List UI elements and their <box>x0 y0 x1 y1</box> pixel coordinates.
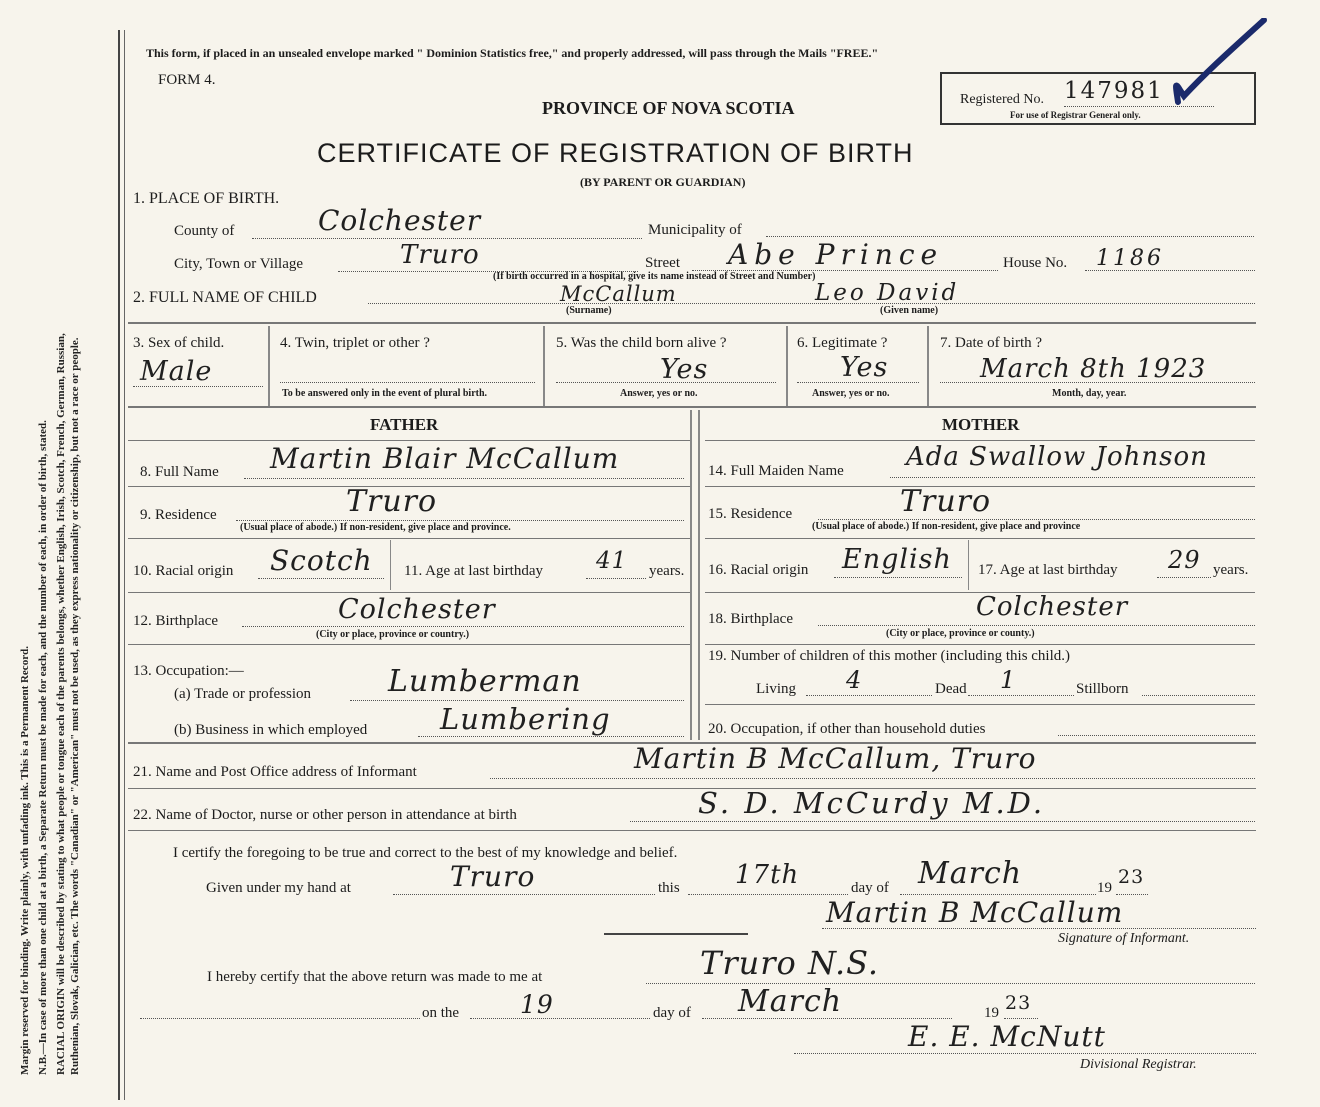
twin-line <box>280 382 535 383</box>
father-residence-label: 9. Residence <box>140 507 217 523</box>
mother-birthplace-line <box>818 625 1255 626</box>
mail-notice: This form, if placed in an unsealed envelope marked " Dominion Statistics free," and properly addressed, will pass through the Mails "FREE." <box>146 46 879 60</box>
mother-heading-line <box>705 440 1255 441</box>
mother-racial-line <box>834 577 962 578</box>
father-birthplace-label: 12. Birthplace <box>133 613 218 629</box>
year-value: 23 <box>1118 866 1145 888</box>
mother-row-2 <box>705 538 1255 539</box>
twin-label: 4. Twin, triplet or other ? <box>280 335 430 351</box>
mother-dead-value: 1 <box>1000 666 1017 694</box>
father-racial-divider <box>390 540 391 590</box>
mother-birthplace-note: (City or place, province or county.) <box>886 628 1035 639</box>
alive-note: Answer, yes or no. <box>620 388 698 399</box>
registrar-year-prefix: 19 <box>984 1005 999 1021</box>
row3-divider-a <box>268 326 270 406</box>
mother-name-line <box>890 477 1255 478</box>
day-line <box>688 894 848 895</box>
mother-dead-label: Dead <box>935 681 967 697</box>
municipality-line <box>766 236 1254 237</box>
mother-residence-label: 15. Residence <box>708 506 793 522</box>
year-prefix: 19 <box>1097 880 1112 896</box>
house-value: 1186 <box>1096 246 1164 271</box>
registered-number: 147981 <box>1064 78 1164 104</box>
certificate-subtitle: (BY PARENT OR GUARDIAN) <box>580 175 746 189</box>
short-rule <box>604 933 748 935</box>
informant-signature: Martin B McCallum <box>826 896 1124 929</box>
father-heading: FATHER <box>370 415 439 434</box>
row3-divider-b <box>543 326 545 406</box>
mother-residence-line <box>818 519 1255 520</box>
mother-name-label: 14. Full Maiden Name <box>708 463 844 479</box>
row3-divider-c <box>786 326 788 406</box>
informant-line <box>490 778 1255 779</box>
mother-years: years. <box>1213 562 1249 578</box>
father-row-3 <box>128 592 690 593</box>
alive-value: Yes <box>660 354 709 385</box>
father-racial-line <box>258 578 384 579</box>
child-given-name: Leo David <box>815 280 960 306</box>
father-name-line <box>244 478 684 479</box>
given-place-value: Truro <box>450 860 536 893</box>
registrar-statement: I hereby certify that the above return was made to me at <box>207 969 543 985</box>
child-name-label: 2. FULL NAME OF CHILD <box>133 289 317 306</box>
father-row-4 <box>128 644 690 645</box>
signature-caption: Signature of Informant. <box>1058 931 1190 946</box>
father-trade-value: Lumberman <box>388 664 582 699</box>
father-row-2 <box>128 538 690 539</box>
registrar-place-value: Truro N.S. <box>700 944 880 982</box>
legit-value: Yes <box>840 352 889 383</box>
mother-dead-line <box>968 695 1074 696</box>
registrar-year-line <box>1004 1018 1038 1019</box>
registrar-year-value: 23 <box>1005 992 1032 1014</box>
father-trade-label: (a) Trade or profession <box>174 686 312 702</box>
this-label: this <box>658 880 680 896</box>
mother-birthplace-value: Colchester <box>976 592 1129 622</box>
legit-label: 6. Legitimate ? <box>797 335 888 351</box>
house-label: House No. <box>1003 255 1068 271</box>
center-divider-left <box>690 410 692 740</box>
margin-note-2: N.B.—In case of more than one child at a birth, a Separate Return must be made for each, and the number of each, in order of birth, stated. <box>37 420 49 1075</box>
margin-note-1: Margin reserved for binding. Write plainly, with unfading ink. This is a Permanent Record. <box>19 646 31 1075</box>
county-line <box>252 238 642 239</box>
divider-4 <box>128 788 1256 789</box>
mother-age-line <box>1157 577 1211 578</box>
certify-statement: I certify the foregoing to be true and correct to the best of my knowledge and belief. <box>173 845 678 861</box>
father-business-label: (b) Business in which employed <box>174 722 368 738</box>
mother-row-4 <box>705 644 1255 645</box>
mother-occupation-line <box>1058 735 1255 736</box>
mother-living-value: 4 <box>846 666 863 694</box>
father-age-label: 11. Age at last birthday <box>404 563 543 579</box>
father-residence-line <box>236 520 684 521</box>
registered-label: Registered No. <box>960 92 1044 107</box>
given-place-line <box>393 894 655 895</box>
father-trade-line <box>350 700 684 701</box>
father-racial-value: Scotch <box>270 544 373 577</box>
father-birthplace-line <box>242 626 684 627</box>
father-age-line <box>586 578 646 579</box>
year-line <box>1116 894 1148 895</box>
mother-racial-label: 16. Racial origin <box>708 562 809 578</box>
mother-stillborn-label: Stillborn <box>1076 681 1129 697</box>
doctor-value: S. D. McCurdy M.D. <box>698 786 1046 820</box>
mother-age-label: 17. Age at last birthday <box>978 562 1118 578</box>
registrar-signature-line <box>794 1053 1256 1054</box>
alive-label: 5. Was the child born alive ? <box>556 335 727 351</box>
doctor-line <box>630 821 1255 822</box>
divider-2 <box>128 406 1256 408</box>
mother-age-value: 29 <box>1168 546 1201 574</box>
municipality-label: Municipality of <box>648 222 742 238</box>
mother-residence-value: Truro <box>900 484 992 519</box>
mother-residence-note: (Usual place of abode.) If non-resident, give place and province <box>812 521 1081 532</box>
doctor-label: 22. Name of Doctor, nurse or other person in attendance at birth <box>133 807 517 823</box>
margin-note-3: RACIAL ORIGIN will be described by stating to what people or tongue each of the parents belongs, whether English, Irish, Scotch, French, German, Russian, <box>55 333 67 1075</box>
mother-occupation-label: 20. Occupation, if other than household duties <box>708 721 986 737</box>
twin-note: To be answered only in the event of plural birth. <box>282 388 488 399</box>
father-name-label: 8. Full Name <box>140 464 219 480</box>
mother-name-value: Ada Swallow Johnson <box>906 442 1208 472</box>
county-value: Colchester <box>318 204 482 237</box>
form-number: FORM 4. <box>158 72 216 88</box>
margin-notes <box>18 15 82 1075</box>
on-the-lead-line <box>140 1018 420 1019</box>
registrar-signature: E. E. McNutt <box>908 1020 1106 1053</box>
margin-border <box>118 30 120 1100</box>
mother-stillborn-line <box>1142 695 1255 696</box>
divider-5 <box>128 830 1256 831</box>
registrar-caption: Divisional Registrar. <box>1080 1057 1197 1072</box>
city-label: City, Town or Village <box>174 256 304 272</box>
center-divider-right <box>698 410 700 740</box>
mother-birthplace-label: 18. Birthplace <box>708 611 793 627</box>
mother-row-5 <box>705 704 1255 705</box>
given-caption: (Given name) <box>880 305 939 316</box>
child-surname: McCallum <box>560 282 677 306</box>
mother-living-label: Living <box>756 681 796 697</box>
mother-racial-divider <box>968 540 969 590</box>
registrar-day-of-label: day of <box>653 1005 691 1021</box>
dob-value: March 8th 1923 <box>980 354 1207 384</box>
mother-children-label: 19. Number of children of this mother (including this child.) <box>708 648 1071 664</box>
divider-1 <box>128 322 1256 324</box>
father-occupation-label: 13. Occupation:— <box>133 663 244 679</box>
mother-living-line <box>806 695 932 696</box>
month-line <box>900 894 1096 895</box>
father-age-value: 41 <box>596 548 628 574</box>
margin-border-inner <box>124 30 125 1100</box>
day-of-label: day of <box>851 880 889 896</box>
sex-value: Male <box>140 356 213 387</box>
father-birthplace-note: (City or place, province or country.) <box>316 629 470 640</box>
on-the-label: on the <box>422 1005 460 1021</box>
place-heading: 1. PLACE OF BIRTH. <box>133 190 280 207</box>
registrar-day-line <box>470 1018 650 1019</box>
registrar-day-value: 19 <box>520 990 554 1019</box>
day-value: 17th <box>735 860 800 890</box>
father-residence-note: (Usual place of abode.) If non-resident, give place and province. <box>240 522 511 533</box>
street-label: Street <box>645 255 680 271</box>
row3-divider-d <box>927 326 929 406</box>
registrar-month-value: March <box>738 984 843 1019</box>
father-racial-label: 10. Racial origin <box>133 563 234 579</box>
child-name-line <box>368 303 1255 304</box>
father-birthplace-value: Colchester <box>338 594 496 625</box>
city-value: Truro <box>400 240 480 270</box>
dob-note: Month, day, year. <box>1052 388 1127 399</box>
father-business-line <box>418 736 684 737</box>
month-value: March <box>918 856 1023 891</box>
dob-label: 7. Date of birth ? <box>940 335 1043 351</box>
registrar-note: For use of Registrar General only. <box>1010 110 1141 120</box>
mother-heading: MOTHER <box>942 415 1020 434</box>
province-heading: PROVINCE OF NOVA SCOTIA <box>542 98 795 118</box>
informant-label: 21. Name and Post Office address of Informant <box>133 764 417 780</box>
check-mark-icon <box>1170 18 1270 108</box>
father-business-value: Lumbering <box>440 702 611 736</box>
given-label: Given under my hand at <box>206 880 351 896</box>
certificate-title: CERTIFICATE OF REGISTRATION OF BIRTH <box>317 138 914 168</box>
margin-note-4: Ruthenian, Slovak, Galician, etc. The words "Canadian" or "American" must not be used, as they express nationality or citizenship, but not a race or people. <box>69 337 81 1075</box>
father-name-value: Martin Blair McCallum <box>270 442 620 475</box>
legit-note: Answer, yes or no. <box>812 388 890 399</box>
surname-caption: (Surname) <box>566 305 612 316</box>
father-years: years. <box>649 563 685 579</box>
father-heading-line <box>128 440 690 441</box>
informant-value: Martin B McCallum, Truro <box>634 742 1037 775</box>
county-label: County of <box>174 223 235 239</box>
sex-label: 3. Sex of child. <box>133 335 225 351</box>
father-residence-value: Truro <box>346 484 438 519</box>
street-value: Abe Prince <box>728 238 944 271</box>
hospital-note: (If birth occurred in a hospital, give its name instead of Street and Number) <box>493 271 816 282</box>
mother-racial-value: English <box>842 544 952 575</box>
